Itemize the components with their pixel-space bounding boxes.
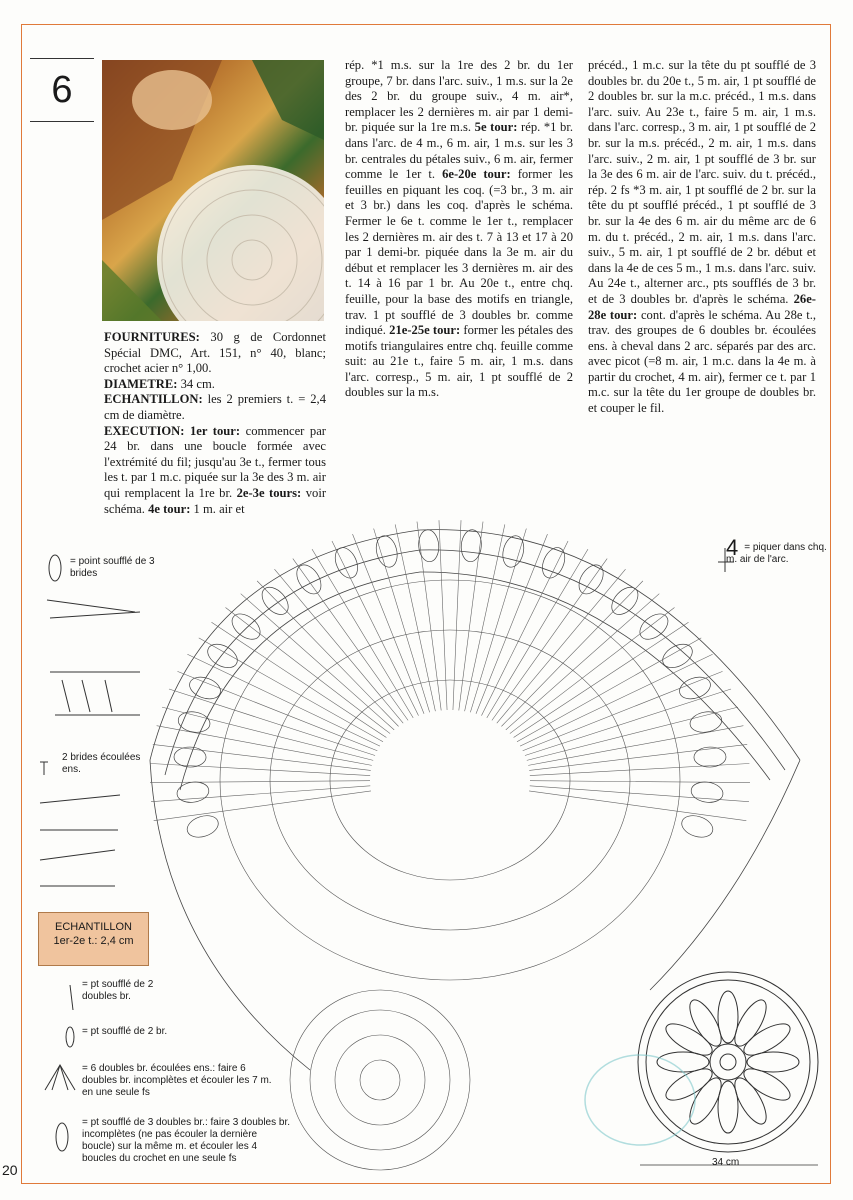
rounds-2-3-label: 2e-3e tours: (236, 485, 302, 500)
rounds-26-28-label: 26e-28e tour: (588, 291, 816, 322)
gauge-box (38, 912, 149, 966)
gauge-label: ECHANTILLON: (104, 392, 203, 407)
note-number: 4 (726, 535, 739, 560)
dimension-label: 34 cm (712, 1157, 740, 1168)
rounds-21-25-label: 21e-25e tour: (389, 323, 461, 338)
legend-3-doubles: = pt soufflé de 3 doubles br.: faire 3 doubles br. incomplètes (ne pas écouler la dernière boucle) sur la même m. et écouler les 4 boucles du crochet en une seule fs (82, 1117, 291, 1164)
diameter-text: 34 cm. (177, 376, 215, 391)
page-number: 20 (2, 1162, 18, 1178)
gauge-box-title: ECHANTILLON (54, 921, 133, 933)
rounds-6-20-label: 6e-20e tour: (442, 167, 511, 182)
pattern-number: 6 (30, 58, 94, 122)
legend-3-brides: = point soufflé de 3 brides (70, 556, 155, 579)
col2-text-1: rép. *1 m.s. sur la 1re des 2 br. du 1er groupe, 7 br. dans l'arc. suiv., 1 m.s. sur la 2e des 2 br. du groupe suiv., 4 m. air*, remplacer les 2 dernières m. air par 1 demi-br. piquée sur la 1re m.s. (345, 58, 573, 135)
execution-text: commencer par 24 br. dans une boucle formée avec l'extrémité du fil; jusqu'au 3e t., fermer tous les t. par 1 m.c. piquée sur la 3e des 3 m. air qui remplacent la 1re br. (104, 423, 326, 500)
supplies-label: FOURNITURES: (104, 330, 200, 344)
col2-text-4: former les pétales des motifs triangulaires entre chq. feuille comme suit: au 21e t., faire 5 m. air, 1 m.s. dans l'arc. corresp., 5 m. air, 1 pt soufflé de 2 doubles sur la m.s. (345, 323, 573, 400)
legend-2-doubles: = pt soufflé de 2 doubles br. (82, 979, 154, 1002)
legend-2-brides: 2 brides écoulées ens. (62, 752, 141, 775)
legend-6-doubles: = 6 doubles br. écoulées ens.: faire 6 doubles br. incomplètes et écouler les 7 m. en une seule fs (82, 1063, 272, 1098)
rounds-2-3-text: voir schéma. (104, 485, 327, 516)
legend-2-br: = pt soufflé de 2 br. (82, 1026, 168, 1037)
gauge-box-text: 1er-2e t.: 2,4 cm (53, 935, 134, 947)
stitch-note (726, 535, 836, 566)
supplies-text: 30 g de Cordonnet Spécial DMC, Art. 151, n° 40, blanc; crochet acier n° 1,00. (104, 330, 326, 376)
col3-text-2: cont. d'après le schéma. Au 28e t., trav. des groupes de 6 doubles br. écoulées ens. à cheval dans 2 arc. séparés par des arc. avec picot (=8 m. air, 1 m.c. dans la 4e m. à partir du crochet, 4 m. air), fermer ce t. par 1 m.c. sur la tête du 1er groupe de doubles br. et couper le fil. (588, 307, 816, 416)
note-text: = piquer dans chq. m. air de l'arc. (726, 542, 827, 565)
round-5-label: 5e tour: (474, 120, 518, 135)
gauge-text: les 2 premiers t. = 2,4 cm de diamètre. (104, 392, 326, 422)
diameter-label: DIAMETRE: (104, 376, 178, 391)
col3-text-1: précéd., 1 m.c. sur la tête du pt soufflé de 3 doubles br. du 20e t., 5 m. air, 1 pt soufflé de 2 doubles br. sur la m.c. précéd., 1 m.s. dans l'arc. suiv. Au 23e t., faire 5 m. air, 1 m.s. dans l'arc. corresp., 3 m. air, 1 pt soufflé de 2 br. sur la m.s. précéd., 2 m. air, 1 m.s. dans l'arc. suiv., 2 m. air, 1 pt soufflé de 3 br. sur la 3e des 6 m. air de l'arc. suiv. du t. précéd., rép. 2 fs *3 m. air, 1 pt soufflé de 2 br. sur la tête du pt soufflé précéd., 1 pt soufflé de 3 br. sur la 4e des 6 m. air du même arc de 6 m. du t. précéd., 2 m. air, 1 m.s. dans l'arc. suiv., 5 m. air, 1 pt soufflé de 2 br. début et dans la 4e de ces 5 m., 1 m.s. dans l'arc. suiv. Au 24e t., alterner arc., pts soufflés de 3 br. et de 3 doubles br. d'après le schéma. (588, 58, 816, 306)
round-4-text: 1 m. air et (190, 501, 245, 516)
execution-label: EXECUTION: 1er tour: (104, 423, 241, 438)
col2-text-2: rép. *1 br. dans l'arc. de 4 m., 6 m. air, 1 m.s. sur les 3 br. centrales du pétales suiv., 6 m. air, fermer comme le 1er t. (345, 120, 573, 182)
motif-thumbnail (638, 972, 818, 1152)
col2-text-3: former les feuilles en piquant les coq. (=3 br., 3 m. air et 3 br.) dans les coq. d'après le schéma. Fermer le 6e t. comme le 1er t., remplacer les 2 dernières m. air des t. 7 à 13 et 17 à 20 par 1 demi-br. piquée dans la 3e m. air du début et remplacer les 3 dernières m. air des t. 14 à 16 par 1 br. Au 20e t., entre chq. feuille, pour la base des motifs en triangle, trav. 1 pt soufflé de 3 doubles br. comme indiqué. (345, 167, 573, 338)
round-4-label: 4e tour: (148, 501, 191, 516)
